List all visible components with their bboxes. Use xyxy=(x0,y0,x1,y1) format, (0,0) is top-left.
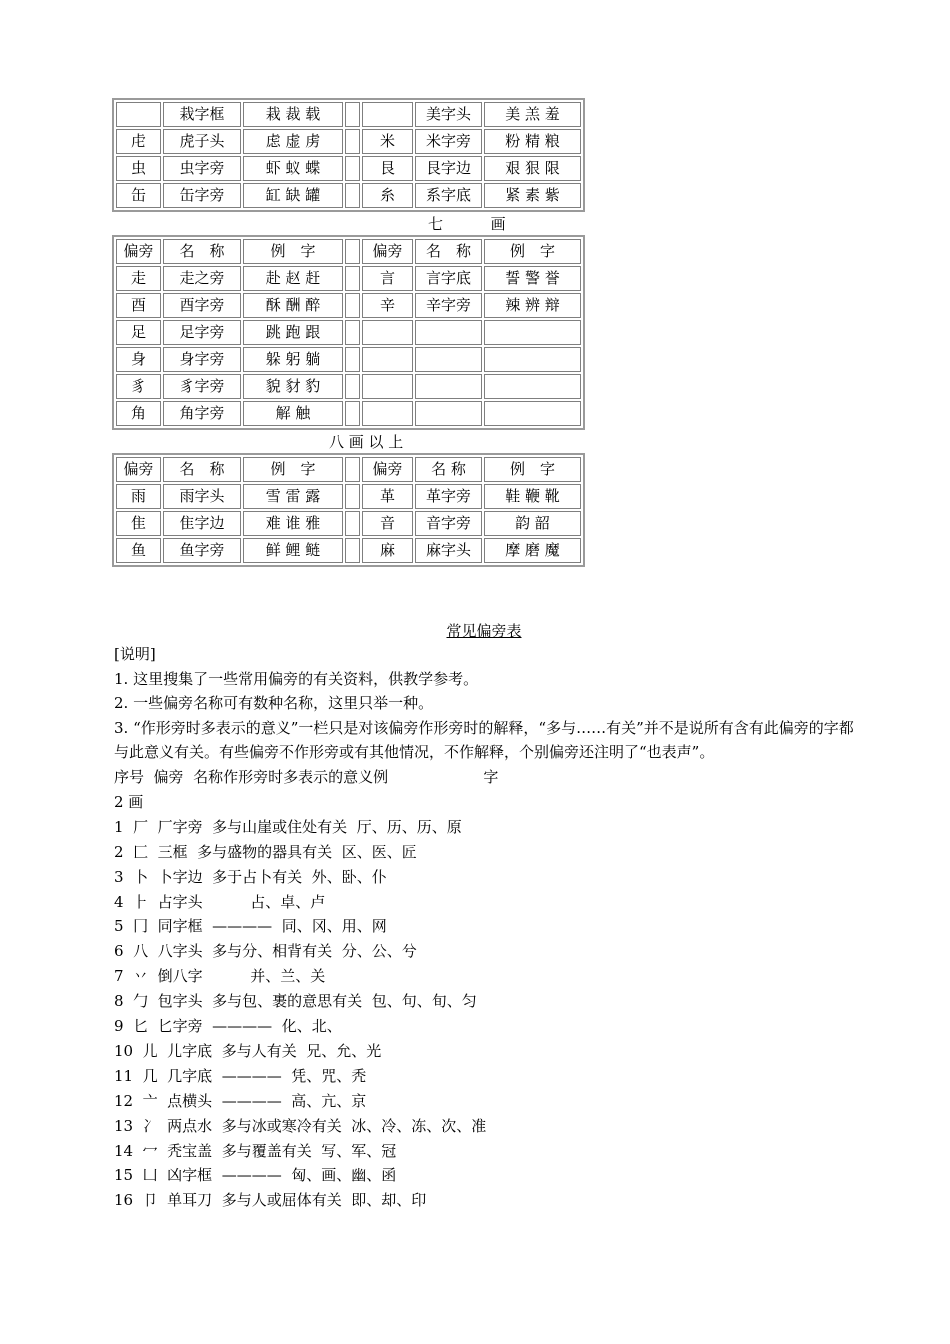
radical-cell: 虍 xyxy=(116,129,161,154)
radical-table-7-strokes xyxy=(112,235,585,430)
radical-table-8-plus-strokes xyxy=(112,453,585,567)
name-cell: 米字旁 xyxy=(415,129,482,154)
example-cell: 辣 辨 辩 xyxy=(484,293,581,318)
list-item: 13 冫 两点水 多与冰或寒冷有关 冰、冷、冻、次、准 xyxy=(114,1116,487,1135)
section-heading-8-plus-strokes: 八 画 以 上 xyxy=(329,433,404,451)
name-cell: 隹字边 xyxy=(163,511,241,536)
name-cell: 辛字旁 xyxy=(415,293,482,318)
radical-cell: 雨 xyxy=(116,484,161,509)
radical-cell: 酉 xyxy=(116,293,161,318)
gap xyxy=(345,266,360,291)
explanation-line: 3. “作形旁时多表示的意义”一栏只是对该偏旁作形旁时的解释，“多与……有关”并不是说所有含有此偏旁的字都与此意义有关。有些偏旁不作形旁或有其他情况，不作解释，个别偏旁还注明了“也表声”。 xyxy=(114,718,854,762)
radical-cell: 偏旁 xyxy=(362,239,413,264)
radical-table-6-strokes xyxy=(112,98,585,212)
name-cell: 虎子头 xyxy=(163,129,241,154)
name-cell: 名 称 xyxy=(163,239,241,264)
radical-cell: 缶 xyxy=(116,183,161,208)
example-cell: 雪 雷 露 xyxy=(243,484,343,509)
table-row xyxy=(116,347,581,372)
table-row xyxy=(116,183,581,208)
name-cell: 名 称 xyxy=(163,457,241,482)
table-row xyxy=(116,511,581,536)
gap xyxy=(345,156,360,181)
name-cell xyxy=(415,401,482,426)
gap xyxy=(345,183,360,208)
radical-cell: 偏旁 xyxy=(362,457,413,482)
example-cell: 缸 缺 罐 xyxy=(243,183,343,208)
radical-cell xyxy=(116,102,161,127)
name-cell: 酉字旁 xyxy=(163,293,241,318)
table-row xyxy=(116,102,581,127)
list-item: 15 凵 凶字框 ———— 匈、画、幽、函 xyxy=(114,1166,397,1185)
radical-cell xyxy=(362,401,413,426)
list-item: 5 冂 同字框 ———— 同、冈、用、网 xyxy=(114,917,387,936)
example-cell: 例 字 xyxy=(484,239,581,264)
list-item: 11 几 几字底 ———— 凭、咒、秃 xyxy=(114,1066,367,1085)
example-cell: 酥 酬 醉 xyxy=(243,293,343,318)
name-cell: 系字底 xyxy=(415,183,482,208)
list-item: 6 八 八字头 多与分、相背有关 分、公、兮 xyxy=(114,942,417,961)
list-item: 14 冖 秃宝盖 多与覆盖有关 写、军、冠 xyxy=(114,1141,397,1160)
example-cell: 紧 素 紫 xyxy=(484,183,581,208)
name-cell: 身字旁 xyxy=(163,347,241,372)
radical-cell: 麻 xyxy=(362,538,413,563)
radical-list xyxy=(114,790,854,1213)
example-cell: 鲜 鲤 鲢 xyxy=(243,538,343,563)
radical-cell: 米 xyxy=(362,129,413,154)
table-row xyxy=(116,293,581,318)
list-item: 8 勹 包字头 多与包、裹的意思有关 包、句、旬、匀 xyxy=(114,992,477,1011)
name-cell: 走之旁 xyxy=(163,266,241,291)
gap xyxy=(345,102,360,127)
list-item: 1 厂 厂字旁 多与山崖或住处有关 厅、历、历、原 xyxy=(114,817,462,836)
gap xyxy=(345,511,360,536)
list-item: 12 亠 点横头 ———— 高、亢、京 xyxy=(114,1091,367,1110)
gap xyxy=(345,320,360,345)
name-cell: 豸字旁 xyxy=(163,374,241,399)
name-cell: 名 称 xyxy=(415,239,482,264)
radical-cell xyxy=(362,347,413,372)
radical-cell: 隹 xyxy=(116,511,161,536)
name-cell: 缶字旁 xyxy=(163,183,241,208)
list-item: 4 ⺊ 占字头 占、卓、卢 xyxy=(114,892,326,911)
example-cell: 虾 蚁 蝶 xyxy=(243,156,343,181)
example-cell: 赴 赵 赶 xyxy=(243,266,343,291)
example-cell: 跳 跑 跟 xyxy=(243,320,343,345)
name-cell: 音字旁 xyxy=(415,511,482,536)
radical-cell: 糸 xyxy=(362,183,413,208)
name-cell xyxy=(415,320,482,345)
example-cell xyxy=(484,374,581,399)
explanation-line: [说明] xyxy=(114,645,156,663)
table-row xyxy=(116,457,581,482)
common-radicals-document xyxy=(114,620,854,1213)
example-cell xyxy=(484,347,581,372)
radical-cell: 音 xyxy=(362,511,413,536)
radical-cell: 走 xyxy=(116,266,161,291)
gap xyxy=(345,239,360,264)
name-cell xyxy=(415,374,482,399)
radical-cell: 偏旁 xyxy=(116,239,161,264)
name-cell: 虫字旁 xyxy=(163,156,241,181)
example-cell: 貌 豺 豹 xyxy=(243,374,343,399)
example-cell: 例 字 xyxy=(243,239,343,264)
example-cell: 韵 韶 xyxy=(484,511,581,536)
name-cell: 名 称 xyxy=(415,457,482,482)
radical-cell: 豸 xyxy=(116,374,161,399)
list-item: 16 卩 单耳刀 多与人或屈体有关 即、却、印 xyxy=(114,1191,427,1210)
radical-cell: 偏旁 xyxy=(116,457,161,482)
example-cell: 躲 躬 躺 xyxy=(243,347,343,372)
list-item: 2 匚 三框 多与盛物的器具有关 区、医、匠 xyxy=(114,842,417,861)
name-cell: 美字头 xyxy=(415,102,482,127)
name-cell: 麻字头 xyxy=(415,538,482,563)
radical-cell: 言 xyxy=(362,266,413,291)
table-row xyxy=(116,239,581,264)
radical-cell: 鱼 xyxy=(116,538,161,563)
example-cell xyxy=(484,320,581,345)
section-heading-7-strokes: 七 画 xyxy=(428,215,506,233)
radical-cell xyxy=(362,320,413,345)
table-row xyxy=(116,538,581,563)
name-cell: 言字底 xyxy=(415,266,482,291)
radical-cell: 革 xyxy=(362,484,413,509)
example-cell: 解 触 xyxy=(243,401,343,426)
list-item: 2 画 xyxy=(114,792,144,811)
document-title: 常见偏旁表 xyxy=(446,622,522,640)
gap xyxy=(345,401,360,426)
name-cell: 角字旁 xyxy=(163,401,241,426)
example-cell: 虑 虚 虏 xyxy=(243,129,343,154)
list-item: 7 丷 倒八字 并、兰、关 xyxy=(114,967,326,986)
radical-cell xyxy=(362,102,413,127)
example-cell: 栽 裁 载 xyxy=(243,102,343,127)
radical-cell xyxy=(362,374,413,399)
gap xyxy=(345,484,360,509)
example-cell: 鞋 鞭 靴 xyxy=(484,484,581,509)
example-cell: 例 字 xyxy=(243,457,343,482)
name-cell: 艮字边 xyxy=(415,156,482,181)
explanation-line: 2. 一些偏旁名称可有数种名称，这里只举一种。 xyxy=(114,694,434,713)
list-item: 10 儿 儿字底 多与人有关 兄、允、光 xyxy=(114,1041,382,1060)
radical-cell: 足 xyxy=(116,320,161,345)
radical-cell: 艮 xyxy=(362,156,413,181)
example-cell: 难 谁 雅 xyxy=(243,511,343,536)
name-cell xyxy=(415,347,482,372)
gap xyxy=(345,129,360,154)
example-cell: 例 字 xyxy=(484,457,581,482)
gap xyxy=(345,457,360,482)
name-cell: 雨字头 xyxy=(163,484,241,509)
table-row xyxy=(116,129,581,154)
list-item: 3 卜 卜字边 多于占卜有关 外、卧、仆 xyxy=(114,867,387,886)
example-cell: 美 羔 羞 xyxy=(484,102,581,127)
table-row xyxy=(116,374,581,399)
gap xyxy=(345,538,360,563)
example-cell xyxy=(484,401,581,426)
name-cell: 足字旁 xyxy=(163,320,241,345)
name-cell: 栽字框 xyxy=(163,102,241,127)
table-row xyxy=(116,266,581,291)
table-row xyxy=(116,401,581,426)
radical-cell: 角 xyxy=(116,401,161,426)
gap xyxy=(345,347,360,372)
gap xyxy=(345,293,360,318)
radical-cell: 辛 xyxy=(362,293,413,318)
example-cell: 艰 狠 限 xyxy=(484,156,581,181)
name-cell: 鱼字旁 xyxy=(163,538,241,563)
list-header: 序号 偏旁 名称作形旁时多表示的意义例 字 xyxy=(114,767,499,786)
example-cell: 誓 警 誉 xyxy=(484,266,581,291)
example-cell: 粉 精 粮 xyxy=(484,129,581,154)
example-cell: 摩 磨 魔 xyxy=(484,538,581,563)
explanation-block xyxy=(114,642,854,765)
table-row xyxy=(116,484,581,509)
name-cell: 革字旁 xyxy=(415,484,482,509)
gap xyxy=(345,374,360,399)
table-row xyxy=(116,156,581,181)
explanation-line: 1. 这里搜集了一些常用偏旁的有关资料，供教学参考。 xyxy=(114,669,479,688)
radical-cell: 虫 xyxy=(116,156,161,181)
radical-cell: 身 xyxy=(116,347,161,372)
list-item: 9 匕 匕字旁 ———— 化、北、 xyxy=(114,1017,342,1036)
table-row xyxy=(116,320,581,345)
